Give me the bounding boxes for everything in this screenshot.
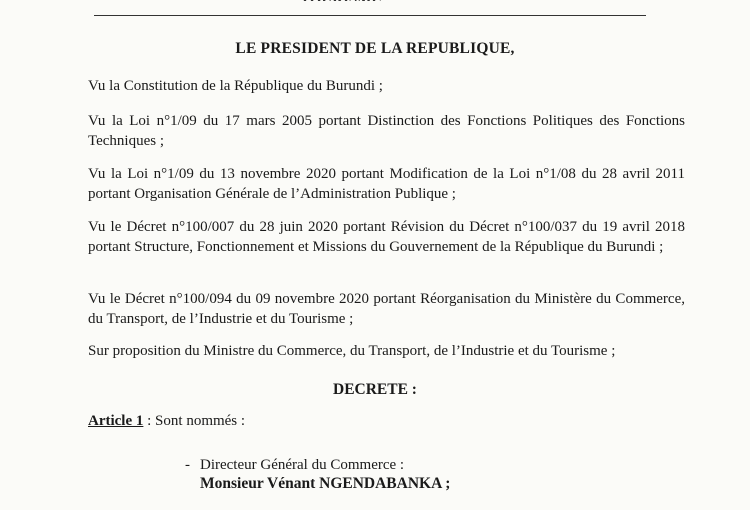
- position-title: Directeur Général du Commerce :: [200, 457, 405, 473]
- article-1: [88, 413, 245, 430]
- consideration-law-2005: Vu la Loi n°1/09 du 17 mars 2005 portant Distinction des Fonctions Politiques des Fonctions Techniques ;: [88, 113, 685, 149]
- president-heading: LE PRESIDENT DE LA REPUBLIQUE,: [235, 40, 515, 57]
- header-rule: [94, 15, 646, 16]
- consideration-law-2020: Vu la Loi n°1/09 du 13 novembre 2020 portant Modification de la Loi n°1/08 du 28 avril 2011 portant Organisation Générale de l’Administration Publique ;: [88, 166, 685, 202]
- article-label: Article 1: [88, 413, 144, 429]
- appointee-name: Monsieur Vénant NGENDABANKA ;: [200, 475, 451, 492]
- consideration-decree-007: Vu le Décret n°100/007 du 28 juin 2020 portant Révision du Décret n°100/037 du 19 avril 2018 portant Structure, Fonctionnement et Missions du Gouvernement de la République du Burundi ;: [88, 219, 685, 255]
- appointment-position: [185, 457, 404, 474]
- article-text: : Sont nommés :: [143, 413, 246, 429]
- cut-off-title: [300, 0, 500, 1]
- consideration-proposal: Sur proposition du Ministre du Commerce, du Transport, de l’Industrie et du Tourisme ;: [88, 343, 616, 359]
- decree-title: DECRETE :: [333, 381, 417, 398]
- list-dash: -: [185, 457, 190, 473]
- consideration-decree-094: Vu le Décret n°100/094 du 09 novembre 2020 portant Réorganisation du Ministère du Commerce, du Transport, de l’Industrie et du Tourisme ;: [88, 291, 685, 327]
- consideration-constitution: Vu la Constitution de la République du Burundi ;: [88, 78, 383, 94]
